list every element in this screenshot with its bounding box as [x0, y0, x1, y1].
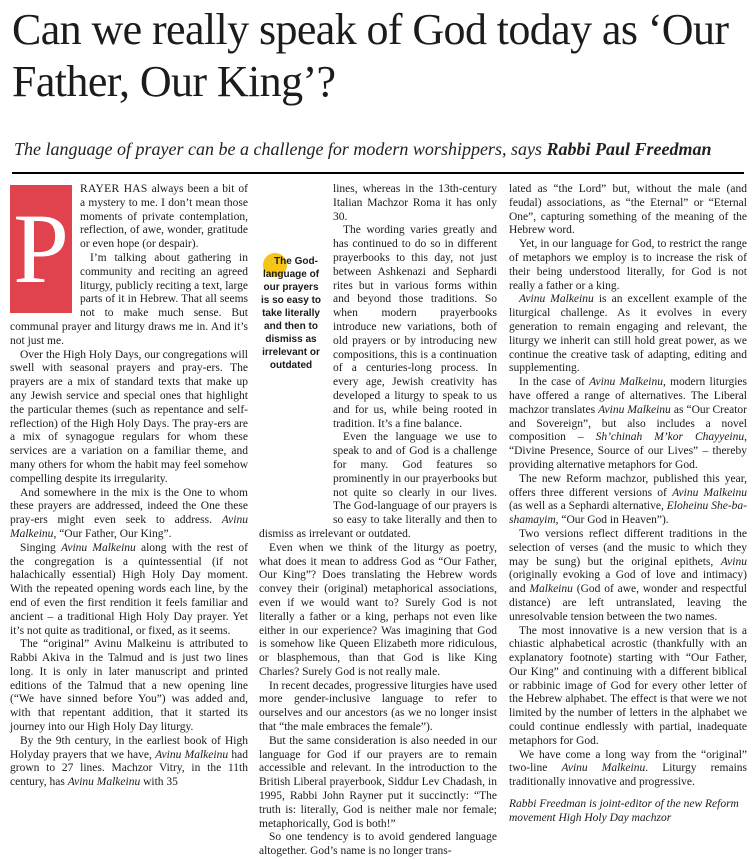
paragraph-text: , modern liturgies have offered a range of alternatives. The Liberal machzor translates: [509, 376, 747, 416]
paragraph-text: Singing: [20, 541, 61, 554]
paragraph: [10, 542, 248, 639]
italic-term: Malkeinu: [529, 583, 573, 596]
drop-cap: P: [10, 185, 72, 313]
column-3: [509, 183, 747, 826]
paragraph-text: (God of awe, wonder and respectful distance) are left untranslated, leaving the unresolvable tension between the two names.: [509, 583, 747, 623]
pullquote-wrap: [259, 253, 327, 515]
paragraph-text: always been a bit of a mystery to me. I don’t mean those moments of private contemplation, reflection, of awe, wonder, gratitude or even hope (or despair).: [80, 183, 248, 251]
standfirst: [14, 138, 744, 160]
pullquote-text: The God-language of our prayers is so easy to take literally and then to dismiss as irrelevant or outdated: [260, 256, 322, 371]
paragraph-text: And somewhere in the mix is the One to whom these prayers are addressed, indeed the One these pray-ers might even seek to address.: [10, 486, 248, 527]
paragraph: [509, 528, 747, 625]
column-2: [259, 183, 497, 859]
paragraph: [509, 293, 747, 376]
italic-term: Avinu Malkeinu: [155, 748, 229, 761]
byline: Rabbi Paul Freedman: [546, 139, 712, 159]
paragraph: But the same consideration is also needed in our language for God if our prayers are to remain accessible and relevant. In the introduction to the British Liberal prayerbook, Siddur Lev Chadash, in 1995, Rabbi John Rayner put it succinctly: “The truth is: literally, God is neither male nor female; metaphorically, God is both!”: [259, 734, 497, 830]
paragraph: The most innovative is a new version that is a chiastic alphabetical acrostic (thankfully with an explanatory footnote) starting with “Our Father, Our King” and continuing with a different biblical or rabbinic image of God for every other letter of the Hebrew alphabet. The effect is that were we not limited by the number of letters in the alphabet we could continue endlessly with partial, inadequate metaphors for God.: [509, 624, 747, 747]
paragraph-text: as “Our Creator and Sovereign”, but also includes a novel composition –: [509, 403, 747, 444]
italic-term: Avinu Malkeinu: [561, 762, 646, 775]
paragraph: [509, 749, 747, 790]
paragraph-text: We have come a long way from the “original” two-line: [509, 748, 747, 775]
paragraph-text: , “Our God in Heaven”).: [555, 514, 669, 527]
paragraph-text: (originally evoking a God of love and intimacy) and: [509, 569, 747, 596]
paragraph-text: The new Reform machzor, published this year, offers three different versions of: [509, 472, 747, 499]
lead-in: RAYER HAS: [80, 183, 148, 195]
italic-term: Avinu Malkeinu: [67, 776, 141, 789]
headline: Can we really speak of God today as ‘Our Father, Our King’?: [12, 5, 729, 106]
column-1: [10, 183, 248, 790]
paragraph: In recent decades, progressive liturgies have used more gender-inclusive language to refer to ourselves and our ancestors (as we no longer insist that “the male embraces the female”).: [259, 679, 497, 734]
italic-term: Avinu Malkeinu: [519, 293, 594, 306]
paragraph-text: By the 9th century, in the earliest book of High Holyday prayers that we have,: [10, 734, 248, 761]
paragraph-text: , “Divine Presence, Source of our Lives” – thereby providing alternative metaphors for God.: [509, 431, 747, 471]
author-note: Rabbi Freedman is joint-editor of the new Reform movement High Holy Day machzor: [509, 798, 739, 824]
header-divider: [12, 172, 744, 174]
paragraph: [509, 473, 747, 528]
italic-term: Avinu Malkeinu: [10, 514, 248, 540]
paragraph: [509, 376, 747, 473]
italic-term: Avinu Malkeinu: [589, 376, 663, 389]
italic-term: Avinu Malkeinu: [60, 541, 136, 554]
paragraph: lated as “the Lord” but, without the male (and feudal) associations, as “the Eternal” or “Eternal One”, capturing something of the meaning of the Hebrew word.: [509, 183, 747, 237]
paragraph-text: along with the rest of the congregation is a quintessential (if not halachically essential) High Holy Day moment. With the repeated opening words each line, by the end of even the first rendition it feels familiar and ancient – a traditional High Holy Day prayer. Yet it’s not quite as traditional, or fixed, as it seems.: [10, 541, 248, 637]
paragraph: lines, whereas in the 13th-century Italian Machzor Roma it has only 30.: [333, 183, 497, 223]
paragraph-text: . Liturgy remains traditionally innovative and progressive.: [509, 762, 748, 789]
paragraph: Even when we think of the liturgy as poetry, what does it mean to address God as “Our Father, Our King”? Does translating the Hebrew words convey their (original) metaphorical associations, even if we would want to? Surely God is not literally a father or a king, perhaps not even like either in our experience? Was imagining that God is somehow like Queen Elizabeth more ridiculous, or blasphemous, than that God is like King Charles? Surely God is not really male.: [259, 541, 497, 678]
paragraph: I’m talking about gathering in community and reciting an agreed liturgy, publicly reciting a text, large parts of it in Hebrew. That all seems not to make much sense. But communal prayer and liturgy draws me in. And it’s not just me.: [10, 251, 248, 347]
paragraph-text: Two versions reflect different traditions in the selection of verses (and the music to which they may be sung) but the original epithets,: [509, 527, 747, 568]
paragraph-text: is an excellent example of the liturgical challenge. As it evolves in every generation to remain engaging and relevant, the liturgy we inherit can still hold great power, as we continue the creative task of adapting, editing and supplementing.: [509, 293, 747, 375]
paragraph-text: had grown to 27 lines. Machzor Vitry, in the 11th century, has: [10, 748, 248, 789]
standfirst-text: The language of prayer can be a challenge for modern worshippers, says: [14, 139, 542, 159]
paragraph: Yet, in our language for God, to restrict the range of metaphors we employ is to increase the risk of their being understood literally, for God is not really a father or a king.: [509, 238, 747, 292]
italic-term: Sh’chinah M’kor Chayyeinu: [595, 431, 745, 444]
paragraph: So one tendency is to avoid gendered language altogether. God’s name is no longer trans-: [259, 831, 497, 858]
paragraph: The wording varies greatly and has continued to do so in different prayerbooks to this day, not just between Ashkenazi and Sephardi rites but in various forms within and beyond those traditions. So when modern prayerbooks introduce new variations, both of old prayers or by introducing new compositions, this is a continuation of a centuries-long process. In every age, Jewish creativity has developed a liturgy to speak to us and for us, while being rooted in tradition. It’s a fine balance.: [333, 224, 497, 430]
paragraph-text: with 35: [140, 776, 178, 789]
paragraph: Even the language we use to speak to and of God is a challenge for many. God features so prominently in our prayerbooks but not quite so clearly in our lives. The God-language of our prayers is so easy to take literally and then to dismiss as irrelevant or outdated.: [259, 431, 497, 540]
italic-term: Avinu: [720, 555, 747, 568]
italic-term: Avinu Malkeinu: [598, 403, 671, 416]
paragraph: Over the High Holy Days, our congregations will swell with seasonal prayers and pray-ers. The prayers are a mix of standard texts that make up any Jewish service and special ones that highlight the particular themes (such as repentance and self-reflection) of the High Holy Days. The pray-ers are a mix of synagogue regulars for whom these services are a variation on a familiar theme, and many others for whom the habit may feel somehow compelling despite its irregularity.: [10, 348, 248, 485]
paragraph-text: , “Our Father, Our King”.: [53, 527, 172, 540]
italic-term: Eloheinu She-ba-shamayim: [509, 500, 747, 527]
paragraph-text: In the case of: [519, 376, 590, 389]
pullquote: [259, 253, 323, 515]
paragraph-text: (as well as a Sephardi alternative,: [509, 500, 667, 513]
paragraph: [10, 735, 248, 790]
paragraph: [10, 487, 248, 542]
paragraph: The “original” Avinu Malkeinu is attributed to Rabbi Akiva in the Talmud and is just two lines long. It is only in later manuscript and printed editions of the Talmud that a new opening line (“We have sinned before You”) was added and, with that repentant addition, that it started its journey into our High Holy Day liturgy.: [10, 638, 248, 734]
italic-term: Avinu Malkeinu: [672, 486, 747, 499]
